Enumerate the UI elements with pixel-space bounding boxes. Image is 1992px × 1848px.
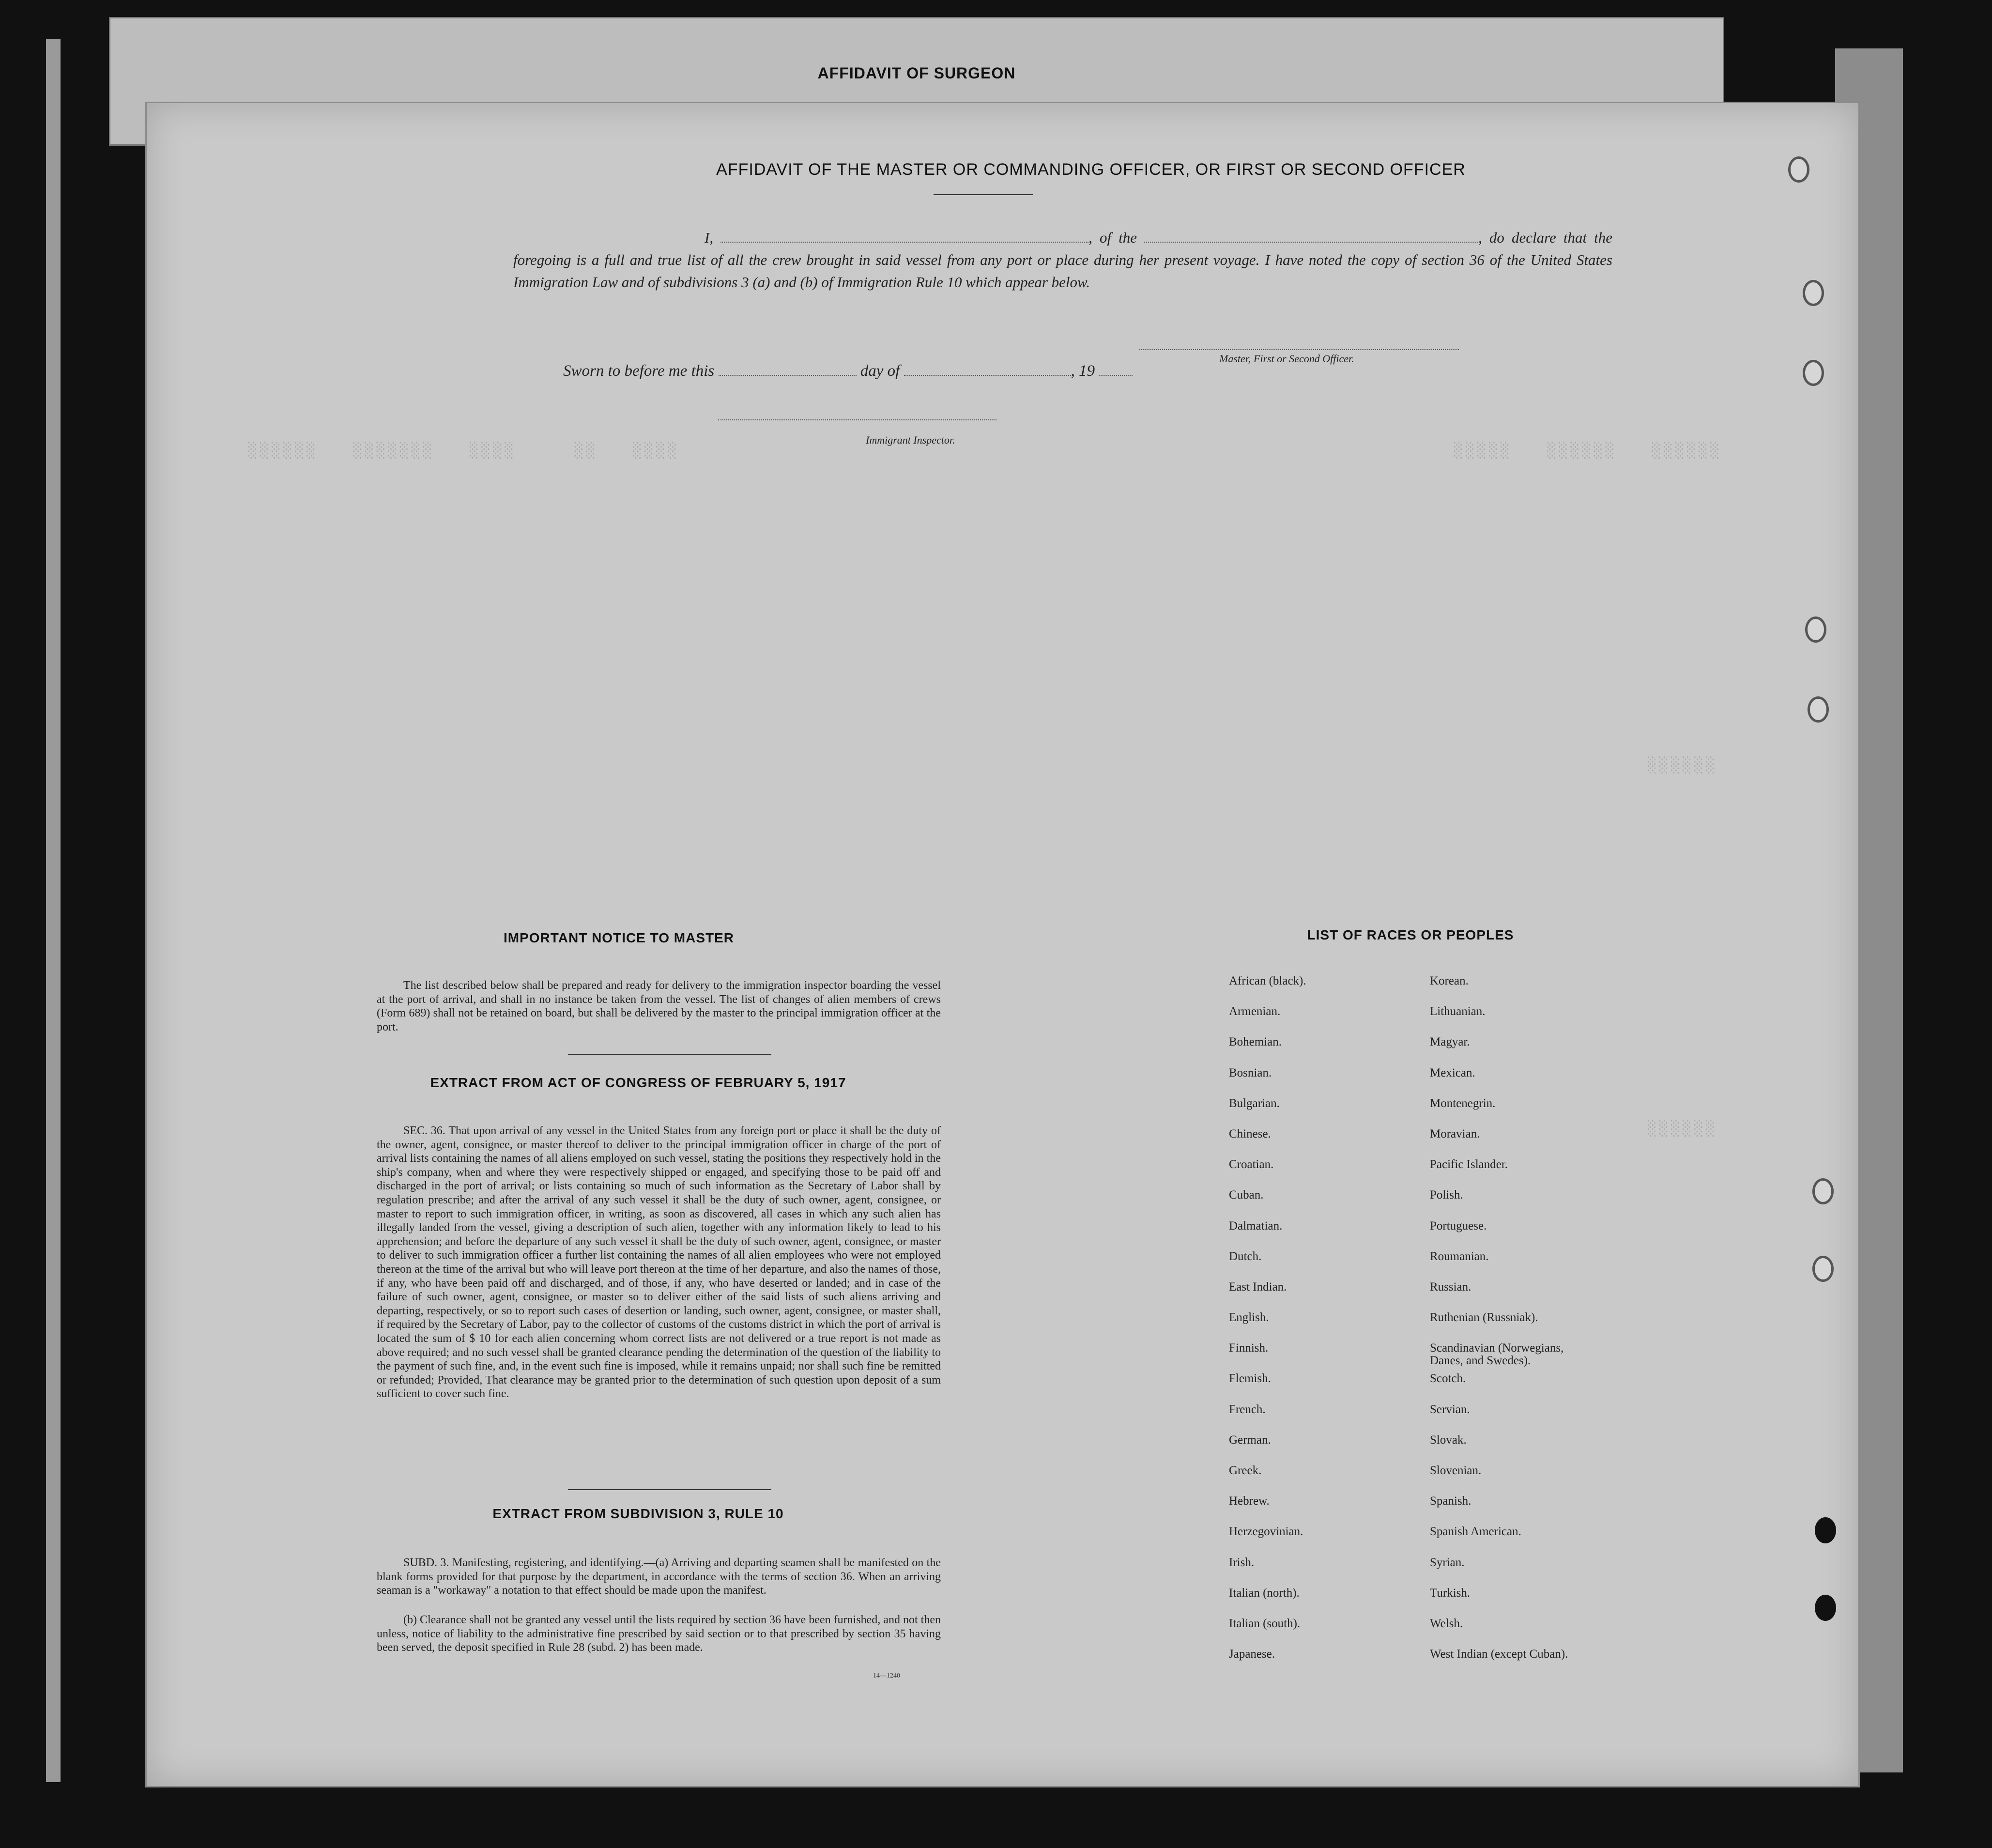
race-item: Irish. [1229,1555,1255,1569]
binder-hole-icon [1803,360,1824,386]
divider [568,1489,771,1490]
race-item: French. [1229,1402,1266,1416]
race-item: Polish. [1430,1188,1463,1202]
race-item: Bohemian. [1229,1035,1282,1049]
bleed-through-text: ░░░░░░ [1648,757,1718,774]
race-item: Bosnian. [1229,1066,1272,1079]
race-item: Lithuanian. [1430,1005,1486,1018]
race-item: Croatian. [1229,1158,1274,1171]
race-item: East Indian. [1229,1280,1287,1294]
binder-hole-icon [1803,280,1824,306]
race-item: African (black). [1229,974,1306,987]
act-extract-heading: EXTRACT FROM ACT OF CONGRESS OF FEBRUARY 5, 1917 [430,1075,846,1090]
bleed-through-text: ░░░░░░ [1648,1120,1718,1137]
race-item: Turkish. [1430,1586,1471,1600]
race-item: Portuguese. [1430,1219,1487,1232]
races-right-column [1430,975,1643,1679]
race-item: Slovak. [1430,1433,1467,1447]
binder-hole-icon [1815,1595,1836,1621]
race-item: West Indian (except Cuban). [1430,1648,1568,1661]
race-item: Magyar. [1430,1035,1470,1049]
binder-hole-icon [1812,1178,1834,1204]
sworn-prefix: Sworn to before me this [563,362,715,380]
declarant-name-field[interactable] [720,229,1088,243]
binder-hole-icon [1808,696,1829,723]
race-item: Servian. [1430,1402,1470,1416]
title-underline [934,194,1033,195]
declaration-body: that the foregoing is a full and true list of all the crew brought in said vessel from any port or place during her present voyage. I have noted the copy of section 36 of the United States Immigration Law and of subdivisions 3 (a) and (b) of Immigration Rule 10 which appear below. [513,229,1612,291]
sworn-day-field[interactable] [719,362,857,376]
divider [568,1054,771,1055]
sworn-month-field[interactable] [904,362,1071,376]
notice-text: The list described below shall be prepared and ready for delivery to the immigration inspector boarding the vessel at the port of arrival, and shall in no instance be taken from the vessel. The list of changes of alien members of crews (Form 689) shall not be retained on board, but shall be delivered by the master to the principal immigration officer at the port. [377,979,941,1033]
sworn-year-field[interactable] [1099,362,1133,376]
year-prefix: , 19 [1071,362,1095,380]
master-signature-field[interactable] [1139,349,1459,350]
race-item: Spanish American. [1430,1525,1521,1539]
race-item: Chinese. [1229,1127,1271,1140]
race-item: Finnish. [1229,1341,1269,1355]
form-number: 14—1240 [873,1672,900,1679]
affidavit-title: AFFIDAVIT OF THE MASTER OR COMMANDING OFFICER, OR FIRST OR SECOND OFFICER [716,160,1466,179]
race-item: Pacific Islander. [1430,1158,1508,1171]
race-item: Hebrew. [1229,1494,1270,1508]
binder-hole-icon [1815,1517,1836,1543]
races-left-column [1229,975,1418,1679]
race-item: Dalmatian. [1229,1219,1283,1232]
rule-extract-text-a: SUBD. 3. Manifesting, registering, and identifying.—(a) Arriving and departing seamen shall be manifested on the blank forms provided for that purpose by the department, in accordance with the terms of section 36. When an arriving seaman is a "workaway" a notation to that effect should be made upon the manifest. [377,1556,941,1597]
race-item: Armenian. [1229,1005,1281,1018]
inspector-caption: Immigrant Inspector. [866,434,955,446]
race-item: Scotch. [1430,1372,1466,1386]
act-extract-text: SEC. 36. That upon arrival of any vessel in the United States from any foreign port or place it shall be the duty of the owner, agent, consignee, or master thereof to deliver to the principal immigration officer in charge of the port of arrival lists containing the names of all aliens employed on such vessel, stating the positions they respectively hold in the ship's company, when and where they were respectively shipped or engaged, and specifying those to be paid off and discharged in the port of arrival; or lists containing so much of such information as the Secretary of Labor shall by regulation prescribe; and after the arrival of any such vessel it shall be the duty of such owner, agent, consignee, or master to report to such immigration officer, in writing, as soon as discovered, all cases in which any such alien has illegally landed from the vessel, giving a description of such alien, together with any information likely to lead to his apprehension; and before the departure of any such vessel it shall be the duty of such owner, agent, consignee, or master to deliver to such immigration officer a further list containing the names of all alien employees who were not employed thereon at the time of the arrival but who will leave port thereon at the time of her departure, and also the names of those, if any, who have been paid off and discharged, and of those, if any, who have deserted or landed; and in case of the failure of such owner, agent, consignee, or master so to deliver either of the said lists of such aliens arriving and departing, respectively, or so to report such cases of desertion or landing, such owner, agent, consignee, or master shall, if required by the Secretary of Labor, pay to the collector of customs of the customs district in which the port of arrival is located the sum of $ 10 for each alien concerning whom correct lists are not delivered or a true report is not made as above required; and no such vessel shall be granted clearance pending the determination of the question of the liability to the payment of such fine, and, in the event such fine is imposed, while it remains unpaid; nor shall such fine be remitted or refunded; Provided, That clearance may be granted prior to the determination of such question upon deposit of a sum sufficient to cover such fine. [377,1124,941,1401]
master-signature-caption: Master, First or Second Officer. [1219,353,1354,365]
race-item: Roumanian. [1430,1249,1489,1263]
race-item: Italian (north). [1229,1586,1300,1600]
race-item: Mexican. [1430,1066,1475,1079]
binder-hole-icon [1805,616,1826,643]
race-item: Russian. [1430,1280,1471,1294]
binder-hole-icon [1788,156,1809,183]
race-item: Greek. [1229,1464,1262,1477]
races-heading: LIST OF RACES OR PEOPLES [1307,927,1514,942]
race-item: Scandinavian (Norwegians, Danes, and Swedes). [1430,1341,1564,1368]
back-page-title: AFFIDAVIT OF SURGEON [817,64,1016,82]
race-item: Ruthenian (Russniak). [1430,1311,1538,1324]
race-item: Korean. [1430,974,1469,987]
form-page [145,102,1860,1787]
race-item: Japanese. [1229,1648,1275,1661]
bleed-through-text: ░░░░░░ ░░░░░░░ ░░░░ ░░ ░░░░ [248,442,680,459]
rule-extract-heading: EXTRACT FROM SUBDIVISION 3, RULE 10 [492,1506,784,1521]
race-item: Moravian. [1430,1127,1480,1140]
vessel-name-field[interactable] [1144,229,1478,243]
rule-extract-text-b: (b) Clearance shall not be granted any vessel until the lists required by section 36 have been furnished, and not then unless, notice of liability to the administrative fine prescribed by said section or to that prescribed by section 35 having been served, the deposit specified in Rule 28 (subd. 2) has been made. [377,1614,941,1654]
binder-hole-icon [1812,1256,1834,1282]
sworn-line [563,362,1133,380]
page-edge-left [46,39,61,1782]
day-of-label: day of [860,362,900,380]
race-item: German. [1229,1433,1271,1447]
declarant-prefix: I, [705,229,714,246]
race-item: Spanish. [1430,1494,1471,1508]
inspector-signature-field[interactable] [718,419,996,420]
race-item: Syrian. [1430,1555,1465,1569]
race-item: English. [1229,1311,1269,1324]
race-item: Cuban. [1229,1188,1264,1202]
race-item: Herzegovinian. [1229,1525,1303,1539]
race-item: Montenegrin. [1430,1096,1496,1110]
race-item: Slovenian. [1430,1464,1482,1477]
do-declare-label: , do declare [1478,229,1556,246]
race-item: Dutch. [1229,1249,1262,1263]
notice-heading: IMPORTANT NOTICE TO MASTER [503,930,735,945]
race-item: Flemish. [1229,1372,1271,1386]
race-item: Bulgarian. [1229,1096,1280,1110]
affidavit-declaration [513,227,1612,293]
bleed-through-text: ░░░░░ ░░░░░░ ░░░░░░ [1454,442,1722,459]
of-the-label: , of the [1088,229,1137,246]
race-item: Welsh. [1430,1617,1463,1630]
race-item: Italian (south). [1229,1617,1301,1630]
